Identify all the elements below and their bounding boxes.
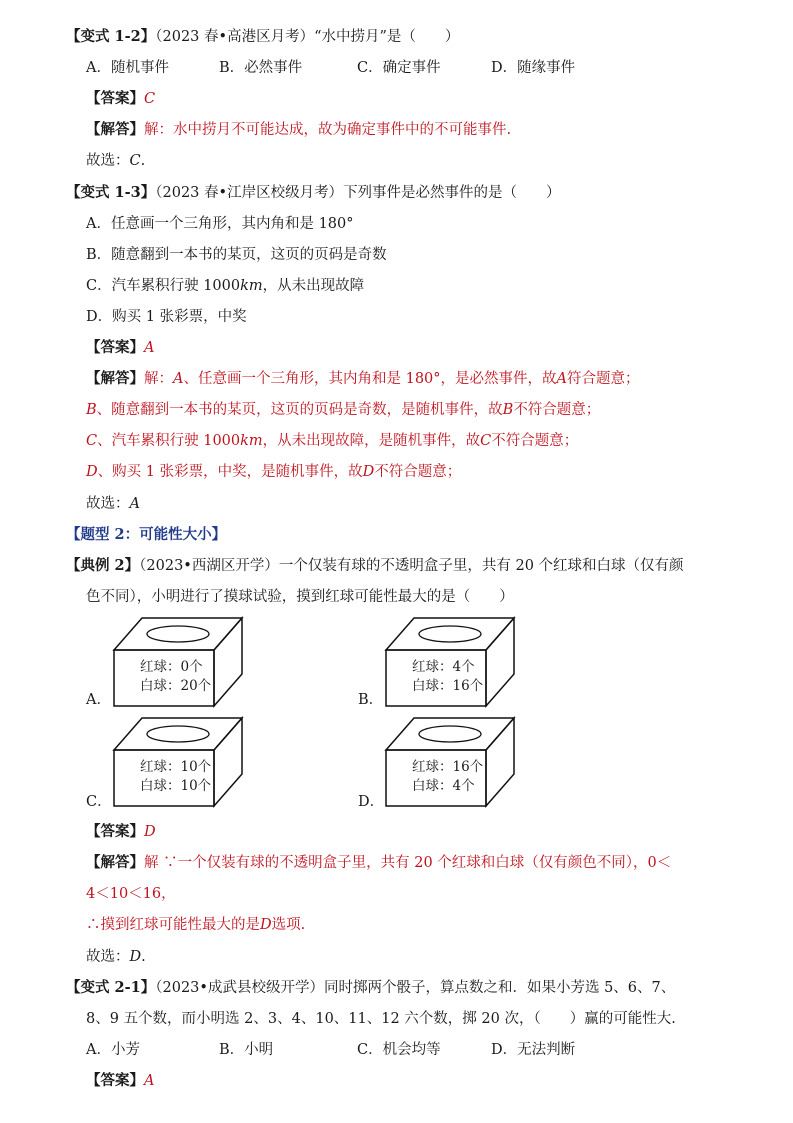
box-label	[412, 658, 483, 696]
question-v21-line-1	[66, 978, 675, 998]
explanation-line-1	[86, 853, 671, 873]
explanation-var: D	[260, 917, 272, 933]
answer-label: 【答案】	[86, 90, 144, 107]
question-source: （2023•西湖区开学）	[139, 558, 279, 574]
explanation-label: 【解答】	[86, 854, 144, 871]
explanation-var: A	[173, 371, 184, 387]
selection-line	[86, 151, 145, 171]
explanation-text: 、汽车累积行驶 1000	[97, 433, 241, 449]
question-source: （2023 春•高港区月考）	[155, 29, 315, 45]
explanation-label: 【解答】	[86, 121, 144, 138]
box-label	[412, 758, 483, 796]
explanation-text: ，从未出现故障，是随机事件，故	[262, 433, 481, 449]
selection-end: .	[141, 949, 146, 965]
selection-label: 故选：	[86, 496, 130, 512]
topic-heading: 【题型 2：可能性大小】	[66, 526, 227, 543]
selection-end: .	[140, 153, 146, 169]
option-b-letter: B．	[358, 692, 384, 708]
answer-line	[86, 822, 156, 842]
box-label	[140, 658, 211, 696]
selection-value: A	[129, 496, 140, 512]
explanation-text: ∴摸到红球可能性最大的是	[86, 917, 260, 933]
explanation-var: B	[86, 402, 97, 418]
option-c-letter: C．	[86, 794, 112, 810]
question-source: （2023 春•江岸区校级月考）	[155, 185, 344, 201]
explanation-text: 不符合题意；	[491, 433, 579, 449]
red-count: 红球：0个	[140, 659, 203, 675]
explanation-text: 不符合题意；	[513, 402, 601, 418]
selection-label: 故选：	[86, 153, 130, 169]
question-text: 一个仅装有球的不透明盒子里，共有 20 个红球和白球（仅有颜	[278, 558, 684, 574]
question-label: 【变式 2-1】	[66, 979, 156, 996]
explanation-var: B	[502, 402, 514, 418]
explanation-text: 解：水中捞月不可能达成，故为确定事件中的不可能事件.	[144, 122, 512, 138]
answer-label: 【答案】	[86, 823, 144, 840]
selection-line	[86, 947, 146, 967]
option-d: D．随缘事件	[491, 60, 576, 76]
question-v21-line-2: 8、9 五个数，而小明选 2、3、4、10、11、12 六个数，掷 20 次，（ ）赢的可能性大.	[86, 1011, 676, 1027]
explanation-var: C	[86, 433, 98, 449]
question-label: 【变式 1-3】	[66, 184, 156, 201]
selection-value: D	[129, 949, 142, 965]
option-a-letter: A．	[86, 692, 111, 708]
option-b: B．随意翻到一本书的某页，这页的页码是奇数	[86, 247, 387, 263]
explanation-unit: km	[240, 433, 263, 449]
explanation-var: D	[362, 464, 375, 480]
option-c-end: ，从未出现故障	[262, 278, 365, 294]
answer-line	[86, 1071, 154, 1091]
explanation-text: 选项.	[271, 917, 306, 933]
box-figure-b	[386, 618, 516, 708]
explanation-line-4	[86, 462, 461, 482]
option-a: A．随机事件	[86, 60, 169, 76]
white-count: 白球：20个	[140, 678, 212, 694]
red-count: 红球：4个	[412, 659, 475, 675]
option-b: B．小明	[219, 1042, 274, 1058]
answer-label: 【答案】	[86, 1072, 144, 1089]
example-question-line-2: 色不同），小明进行了摸球试验，摸到红球可能性最大的是（ ）	[86, 589, 514, 605]
option-a: A．小芳	[86, 1042, 140, 1058]
answer-line	[86, 338, 154, 358]
option-c	[86, 276, 364, 296]
answer-value: A	[144, 1073, 155, 1089]
explanation-line-3	[86, 431, 578, 451]
answer-value: C	[144, 91, 156, 107]
option-c-text: C．汽车累积行驶 1000	[86, 278, 241, 294]
explanation-var: A	[556, 371, 568, 387]
question-label: 【变式 1-2】	[66, 28, 156, 45]
explanation-text: 符合题意；	[567, 371, 640, 387]
option-c: C．确定事件	[357, 60, 441, 76]
explanation-text: 解：	[144, 371, 173, 387]
explanation-line-2	[86, 400, 600, 420]
answer-value: A	[144, 340, 155, 356]
option-d-letter: D．	[358, 794, 385, 810]
white-count: 白球：16个	[412, 678, 484, 694]
question-text: “水中捞月”是（ ）	[314, 29, 460, 45]
explanation-line-3	[86, 915, 305, 935]
answer-line	[86, 89, 155, 109]
selection-label: 故选：	[86, 949, 130, 965]
option-d: D．无法判断	[491, 1042, 576, 1058]
explanation-var: D	[86, 464, 98, 480]
question-v13	[66, 183, 561, 203]
answer-value: D	[144, 824, 156, 840]
question-source: （2023•成武县校级开学）	[155, 980, 324, 996]
example-question-line-1	[66, 556, 684, 576]
question-text: 同时掷两个骰子，算点数之和．如果小芳选 5、6、7、	[323, 980, 676, 996]
explanation-line	[86, 120, 511, 140]
option-c-unit: km	[240, 278, 263, 294]
question-text: 下列事件是必然事件的是（ ）	[343, 185, 561, 201]
selection-value: C	[129, 153, 141, 169]
explanation-var: C	[480, 433, 492, 449]
explanation-line-1	[86, 369, 640, 389]
explanation-text: 解 ∵一个仅装有球的不透明盒子里，共有 20 个红球和白球（仅有颜色不同），0＜	[144, 855, 672, 871]
question-label: 【典例 2】	[66, 557, 140, 574]
explanation-text: 不符合题意；	[374, 464, 462, 480]
explanation-label: 【解答】	[86, 370, 144, 387]
explanation-line-2: 4＜10＜16，	[86, 886, 176, 902]
question-v12	[66, 27, 459, 47]
explanation-text: 、购买 1 张彩票，中奖，是随机事件，故	[97, 464, 363, 480]
option-c: C．机会均等	[357, 1042, 441, 1058]
option-d: D．购买 1 张彩票，中奖	[86, 309, 247, 325]
white-count: 白球：4个	[412, 778, 475, 794]
explanation-text: 、随意翻到一本书的某页，这页的页码是奇数，是随机事件，故	[96, 402, 503, 418]
red-count: 红球：16个	[412, 759, 484, 775]
option-b: B．必然事件	[219, 60, 303, 76]
explanation-text: 、任意画一个三角形，其内角和是 180°，是必然事件，故	[183, 371, 557, 387]
white-count: 白球：10个	[140, 778, 212, 794]
box-figure-d	[386, 718, 516, 808]
box-label	[140, 758, 211, 796]
box-figure-a	[114, 618, 244, 708]
option-a: A．任意画一个三角形，其内角和是 180°	[86, 216, 354, 232]
answer-label: 【答案】	[86, 339, 144, 356]
selection-line	[86, 494, 140, 514]
red-count: 红球：10个	[140, 759, 212, 775]
box-figure-c	[114, 718, 244, 808]
